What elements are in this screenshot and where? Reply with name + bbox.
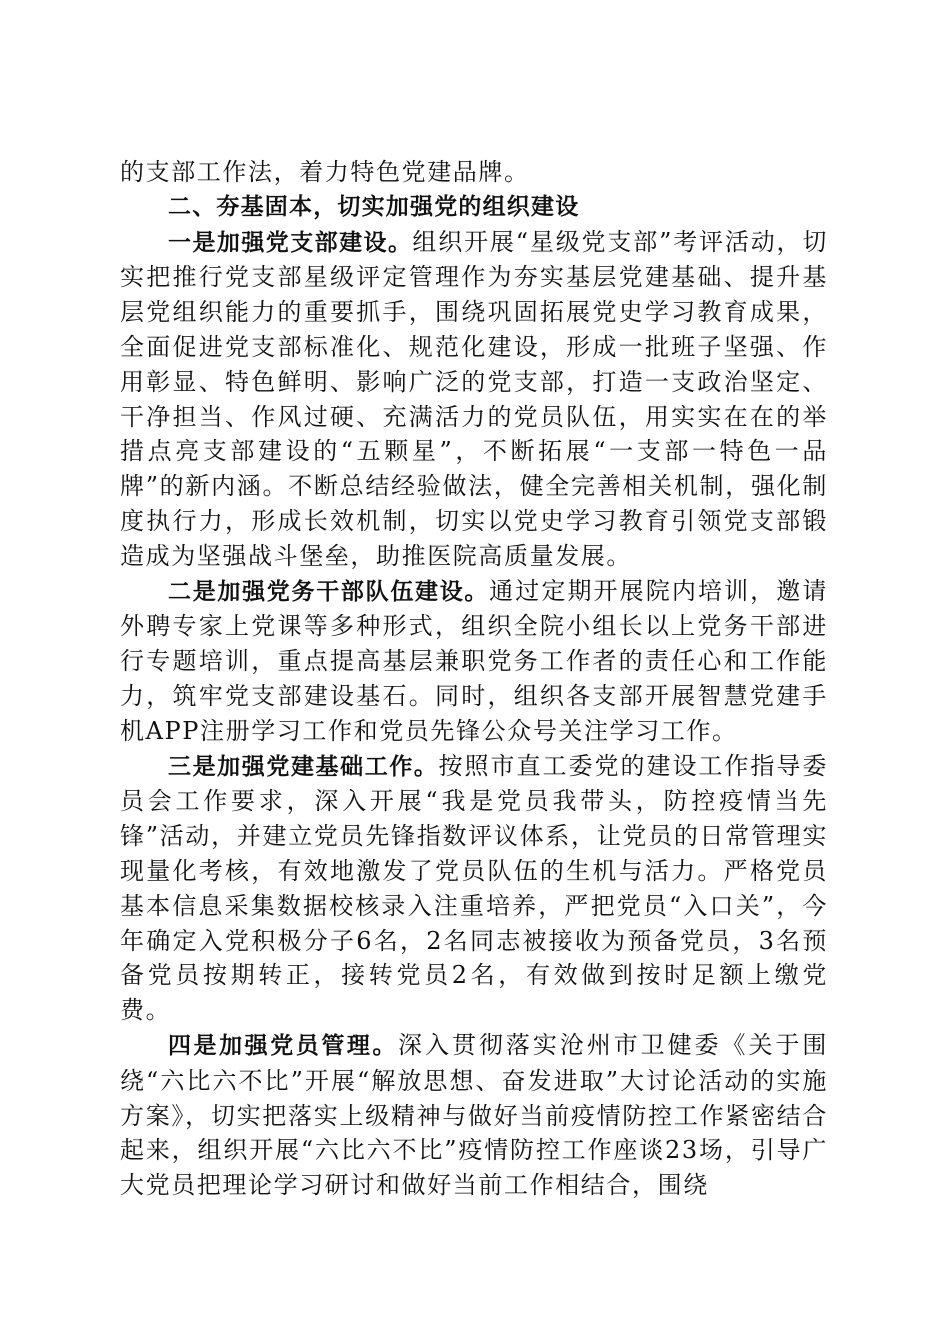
paragraph-4-body: 深入贯彻落实沧州市卫健委《关于围绕“六比六不比”开展“解放思想、奋发进取”大讨论活动的实施方案》，切实把落实上级精神与做好当前疫情防控工作紧密结合起来，组织开展“六比六不比”疫情防控工作座谈23场，引导广大党员把理论学习研讨和做好当前工作相结合，围绕 (120, 1030, 828, 1200)
document-body (120, 155, 828, 1203)
paragraph-1 (120, 225, 828, 574)
section-heading: 二、夯基固本，切实加强党的组织建设 (168, 193, 580, 220)
paragraph-3-body: 按照市直工委党的建设工作指导委员会工作要求，深入开展“我是党员我带头，防控疫情当先锋”活动，并建立党员先锋指数评议体系，让党员的日常管理实现量化考核，有效地激发了党员队伍的生机与活力。严格党员基本信息采集数据校核录入注重培养，严把党员“入口关”，今年确定入党积极分子6名，2名同志被接收为预备党员，3名预备党员按期转正，接转党员2名，有效做到按时足额上缴党费。 (120, 751, 829, 1025)
paragraph-2-lead: 二是加强党务干部队伍建设。 (168, 578, 490, 605)
paragraph-4 (120, 1028, 828, 1203)
paragraph-2 (120, 574, 828, 749)
paragraph-1-lead: 一是加强党支部建设。 (168, 229, 413, 256)
paragraph-4-lead: 四是加强党员管理。 (168, 1032, 399, 1059)
paragraph-2-body: 通过定期开展院内培训，邀请外聘专家上党课等多种形式，组织全院小组长以上党务干部进行专题培训，重点提高基层兼职党务工作者的责任心和工作能力，筑牢党支部建设基石。同时，组织各支部开展智慧党建手机APP注册学习工作和党员先锋公众号关注学习工作。 (120, 576, 828, 745)
paragraph-3 (120, 749, 828, 1028)
paragraph-3-lead: 三是加强党建基础工作。 (168, 753, 439, 780)
paragraph-1-body: 组织开展“星级党支部”考评活动，切实把推行党支部星级评定管理作为夯实基层党建基础、提升基层党组织能力的重要抓手，围绕巩固拓展党史学习教育成果，全面促进党支部标准化、规范化建设，形成一批班子坚强、作用彰显、特色鲜明、影响广泛的党支部，打造一支政治坚定、干净担当、作风过硬、充满活力的党员队伍，用实实在在的举措点亮支部建设的“五颗星”，不断拓展“一支部一特色一品牌”的新内涵。不断总结经验做法，健全完善相关机制，强化制度执行力，形成长效机制，切实以党史学习教育引领党支部锻造成为坚强战斗堡垒，助推医院高质量发展。 (120, 227, 828, 570)
continuation-text: 的支部工作法，着力特色党建品牌。 (120, 158, 530, 186)
